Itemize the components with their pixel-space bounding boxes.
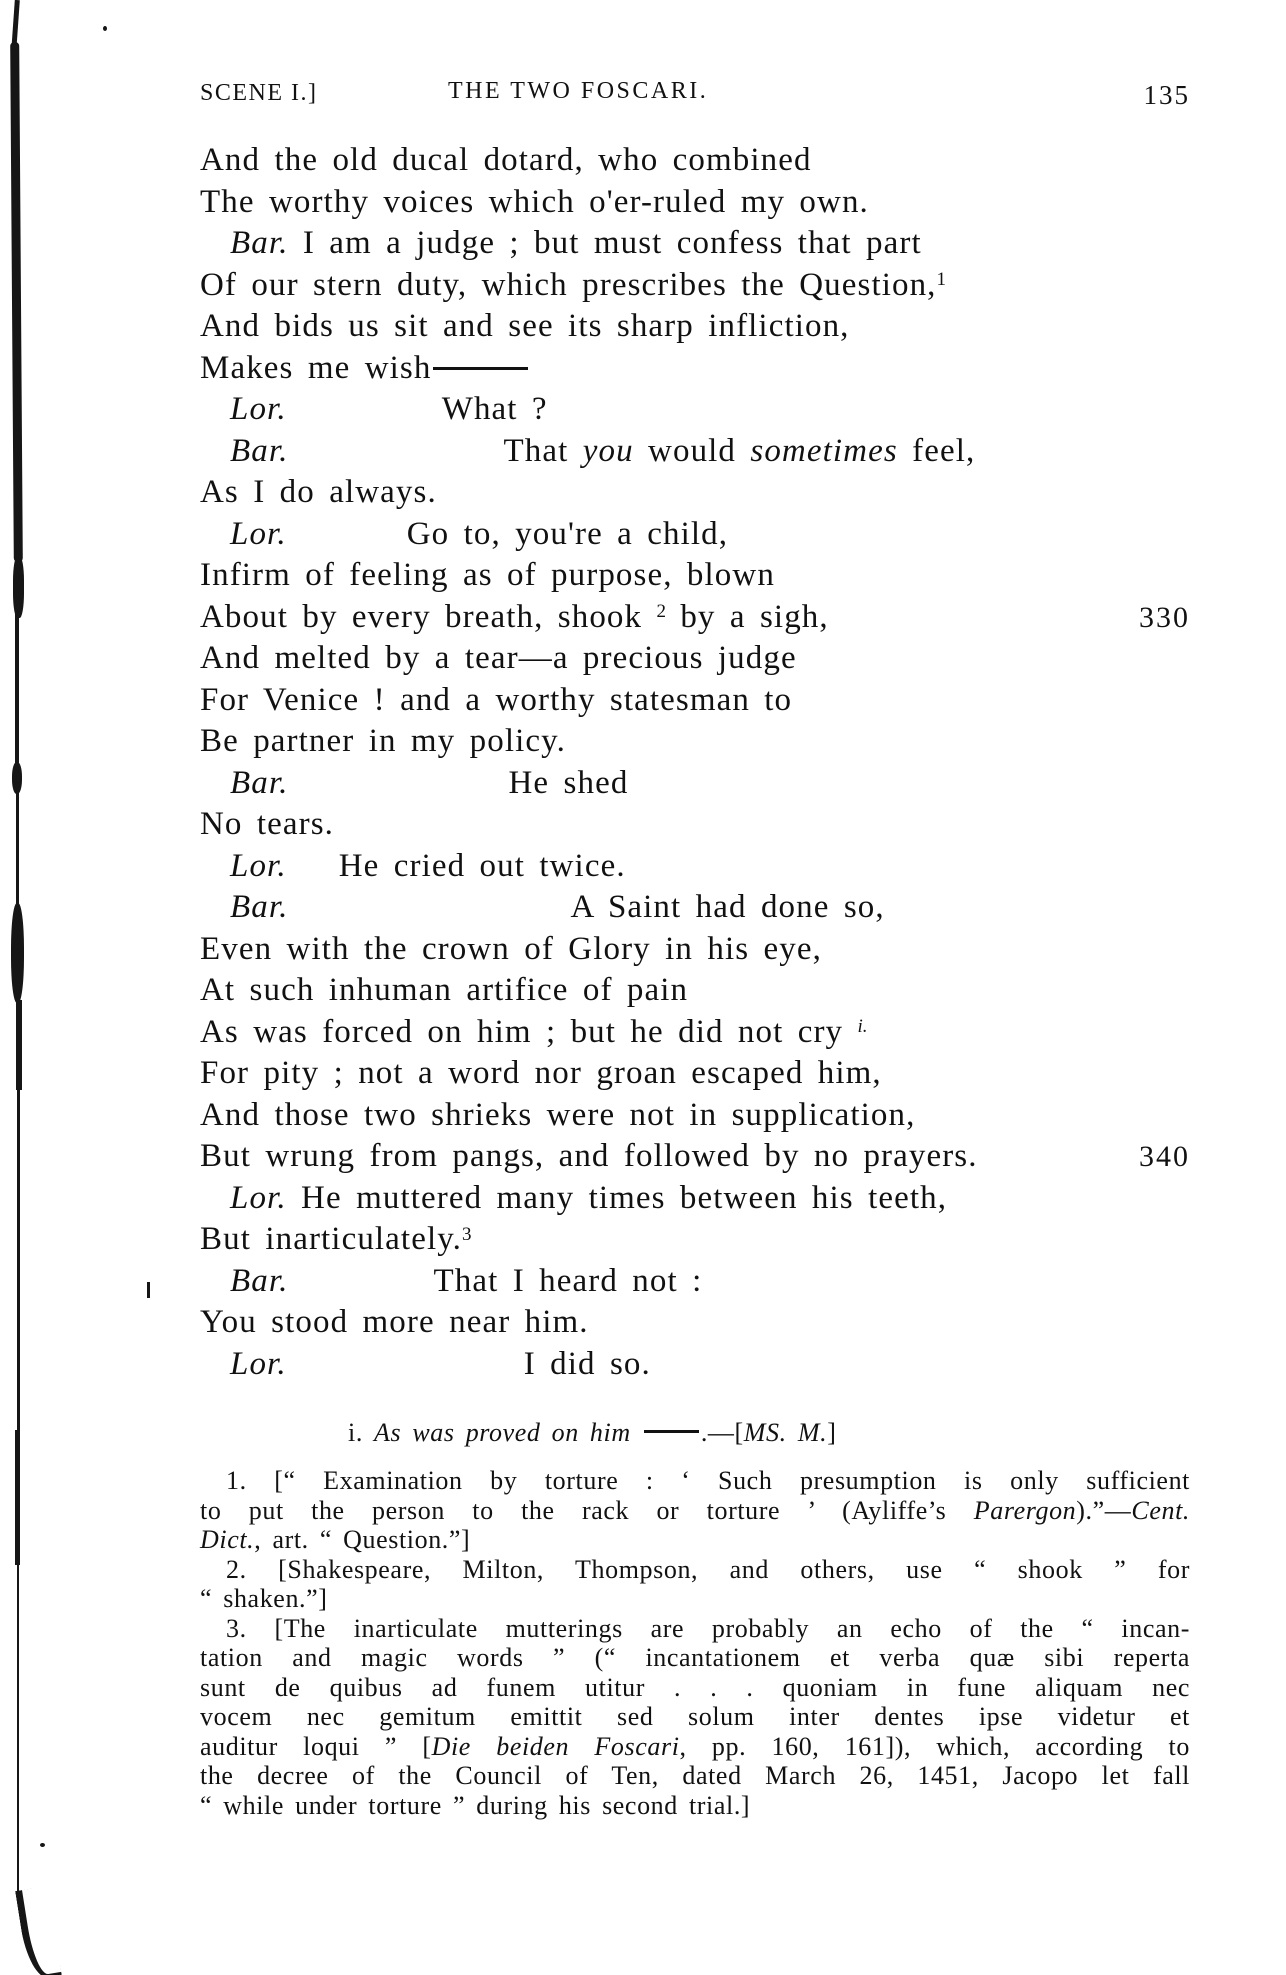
text-run: Go to, you're a child,: [406, 515, 729, 552]
play-line: [200, 182, 1190, 224]
footnote-line: [200, 1466, 1190, 1496]
text-run: As was forced on him ; but he did not cry: [200, 1013, 858, 1050]
printed-dash: [644, 1430, 699, 1433]
text-run: sunt de quibus ad funem utitur . . . quoniam in fune aliquam nec: [200, 1672, 1190, 1702]
footnote-ref: 2: [656, 601, 666, 622]
text-run: You stood more near him.: [200, 1304, 589, 1340]
play-line: [200, 763, 1190, 805]
text-run: The worthy voices which o'er-ruled my own.: [200, 183, 869, 220]
text-run: I did so.: [523, 1345, 651, 1382]
play-line: [200, 1053, 1190, 1095]
text-run: No tears.: [200, 806, 335, 842]
text-run: At such inhuman artifice of pain: [200, 972, 689, 1008]
text-run: He shed: [508, 764, 629, 801]
text-run: Of our stern duty, which prescribes the Question,: [200, 266, 937, 303]
footnote-line: [200, 1614, 1190, 1644]
text-run: by a sigh,: [665, 598, 829, 635]
speaker-abbr: Bar.: [230, 764, 289, 801]
text-run: And melted by a tear—a precious judge: [200, 640, 797, 676]
text-run: would: [633, 432, 751, 469]
speaker-abbr: Lor.: [230, 515, 287, 552]
footnote-line: [200, 1496, 1190, 1526]
speaker-abbr: Lor.: [230, 1179, 287, 1216]
text-run: Parergon: [973, 1495, 1077, 1525]
text-run: As was proved on him: [374, 1418, 642, 1447]
text-run: 2. [Shakespeare, Milton, Thompson, and others, use “ shook ” for: [226, 1554, 1190, 1584]
text-run: As I do always.: [200, 474, 437, 510]
play-line: [200, 846, 1190, 888]
speaker-abbr: Lor.: [230, 847, 287, 884]
text-run: Makes me wish: [200, 349, 432, 386]
text-run: A Saint had done so,: [570, 889, 885, 925]
printed-dash: [433, 367, 528, 370]
play-line: [200, 1302, 1190, 1344]
play-line: [200, 1136, 1190, 1178]
text-run: 1. [“ Examination by torture : ‘ Such presumption is only sufficient: [226, 1466, 1190, 1495]
scan-artifact: [16, 1000, 22, 1090]
footnote-line: [200, 1702, 1190, 1732]
page-number: 135: [1143, 80, 1190, 110]
speech-gap: [287, 1373, 524, 1374]
scan-artifact: [103, 26, 107, 31]
scene-label: SCENE I.]: [200, 80, 318, 106]
text-run: But wrung from pangs, and followed by no prayers.: [200, 1138, 978, 1174]
speech-gap: [287, 418, 442, 419]
footnotes: [200, 1418, 1190, 1820]
play-line: [200, 306, 1190, 348]
text-run: auditur loqui ” [: [200, 1731, 432, 1761]
scan-artifact: [12, 762, 22, 794]
text-run: About by every breath, shook: [200, 598, 657, 635]
scan-artifact: [10, 42, 23, 562]
text-run: And those two shrieks were not in supplication,: [200, 1096, 916, 1133]
play-line: [200, 1012, 1190, 1054]
scan-artifact: [40, 1843, 45, 1847]
speech-gap: [287, 543, 407, 544]
play-line: [200, 1261, 1190, 1303]
line-number: 340: [1139, 1140, 1190, 1173]
play-line: [200, 389, 1190, 431]
play-line: [200, 348, 1190, 390]
text-run: But inarticulately.: [200, 1221, 463, 1257]
speaker-abbr: Lor.: [230, 391, 287, 427]
play-line: [200, 638, 1190, 680]
speaker-abbr: Bar.: [230, 432, 289, 469]
speech-gap: [287, 875, 339, 876]
speaker-abbr: Lor.: [230, 1345, 287, 1382]
play-line: [200, 721, 1190, 763]
text-run: Infirm of feeling as of purpose, blown: [200, 557, 775, 593]
play-line: [200, 929, 1190, 971]
footnote-ref: 1: [936, 269, 947, 290]
speech-gap: [289, 460, 504, 461]
text-run: i.: [348, 1418, 375, 1447]
scan-artifact: [11, 903, 24, 1003]
text-run: MS. M.: [743, 1418, 828, 1447]
speech-gap: [289, 1290, 434, 1291]
text-run: you: [582, 432, 634, 469]
text-run: feel,: [897, 432, 976, 469]
play-line: [200, 597, 1190, 639]
speech-gap: [289, 916, 571, 917]
text-run: .—[: [700, 1418, 744, 1447]
play-line: [200, 555, 1190, 597]
play-text: [200, 140, 1190, 1385]
text-run: Be partner in my policy.: [200, 723, 566, 759]
speaker-abbr: Bar.: [230, 889, 289, 925]
text-run: For pity ; not a word nor groan escaped him,: [200, 1055, 882, 1091]
text-run: Dict.: [200, 1525, 255, 1554]
text-run: And the old ducal dotard, who combined: [200, 142, 812, 178]
variant-ref: i.: [857, 1016, 868, 1037]
scan-artifact: [13, 556, 24, 618]
play-line: [200, 804, 1190, 846]
play-line: [200, 223, 1190, 265]
play-line: [200, 472, 1190, 514]
text-run: to put the person to the rack or torture ’ (Ayliffe’s: [200, 1495, 974, 1525]
text-run: And bids us sit and see its sharp infliction,: [200, 308, 850, 344]
scan-artifact: [15, 1430, 20, 1565]
text-run: Even with the crown of Glory in his eye,: [200, 930, 822, 967]
play-line: [200, 1219, 1190, 1261]
footnote-line: [200, 1761, 1190, 1791]
text-run: tation and magic words ” (“ incantationem et verba quæ sibi reperta: [200, 1643, 1190, 1672]
text-run: the decree of the Council of Ten, dated March 26, 1451, Jacopo let fall: [200, 1761, 1190, 1790]
footnote-line: [200, 1555, 1190, 1585]
editor-footnotes: [200, 1466, 1190, 1820]
scan-artifact: [16, 792, 19, 906]
play-line: [200, 970, 1190, 1012]
footnote-line: [200, 1732, 1190, 1762]
text-run: 3. [The inarticulate mutterings are probably an echo of the “ incan-: [226, 1613, 1190, 1643]
text-run: vocem nec gemitum emittit sed solum inter dentes ipse videtur et: [200, 1702, 1190, 1731]
text-run: ]: [827, 1418, 837, 1447]
text-run: Die beiden Foscari: [431, 1731, 680, 1761]
text-run: That I heard not :: [433, 1262, 703, 1299]
text-run: “ while under torture ” during his second trial.]: [200, 1790, 751, 1820]
play-line: [200, 431, 1190, 473]
text-run: sometimes: [750, 432, 898, 469]
text-run: He cried out twice.: [338, 847, 626, 884]
page-title: THE TWO FOSCARI.: [448, 78, 709, 104]
text-run: , pp. 160, 161]), which, according to: [679, 1731, 1190, 1761]
speaker-abbr: Bar.: [230, 1262, 289, 1299]
play-line: [200, 1095, 1190, 1137]
footnote-line: [200, 1673, 1190, 1703]
play-line: [200, 140, 1190, 182]
variant-note: [200, 1418, 1190, 1458]
text-run: , art. “ Question.”]: [254, 1525, 471, 1554]
text-run: Cent.: [1131, 1495, 1190, 1525]
scan-artifact: [147, 1282, 150, 1298]
scan-artifact: [15, 1886, 62, 1975]
variant-note-line: [348, 1418, 1190, 1448]
play-line: [200, 265, 1190, 307]
text-run: For Venice ! and a worthy statesman to: [200, 681, 793, 718]
running-header: [200, 78, 1190, 114]
play-line: [200, 1344, 1190, 1386]
footnote-ref: 3: [462, 1223, 472, 1245]
text-run: ).”—: [1076, 1495, 1132, 1525]
text-run: He muttered many times between his teeth,: [286, 1179, 948, 1216]
text-run: I am a judge ; but must confess that part: [288, 225, 922, 261]
scan-artifact: [17, 1088, 20, 1433]
play-line: [200, 887, 1190, 929]
footnote-line: [200, 1643, 1190, 1673]
play-line: [200, 514, 1190, 556]
line-number: 330: [1139, 600, 1190, 634]
text-run: “ shaken.”]: [200, 1584, 328, 1613]
speaker-abbr: Bar.: [230, 225, 289, 261]
scan-artifact: [17, 1562, 19, 1892]
speech-gap: [289, 792, 509, 793]
footnote-line: [200, 1525, 1190, 1555]
text-run: That: [503, 432, 583, 469]
footnote-line: [200, 1584, 1190, 1614]
play-line: [200, 680, 1190, 722]
footnote-line: [200, 1791, 1190, 1821]
text-run: What ?: [441, 391, 548, 427]
play-line: [200, 1178, 1190, 1220]
scan-artifact: [15, 614, 19, 766]
